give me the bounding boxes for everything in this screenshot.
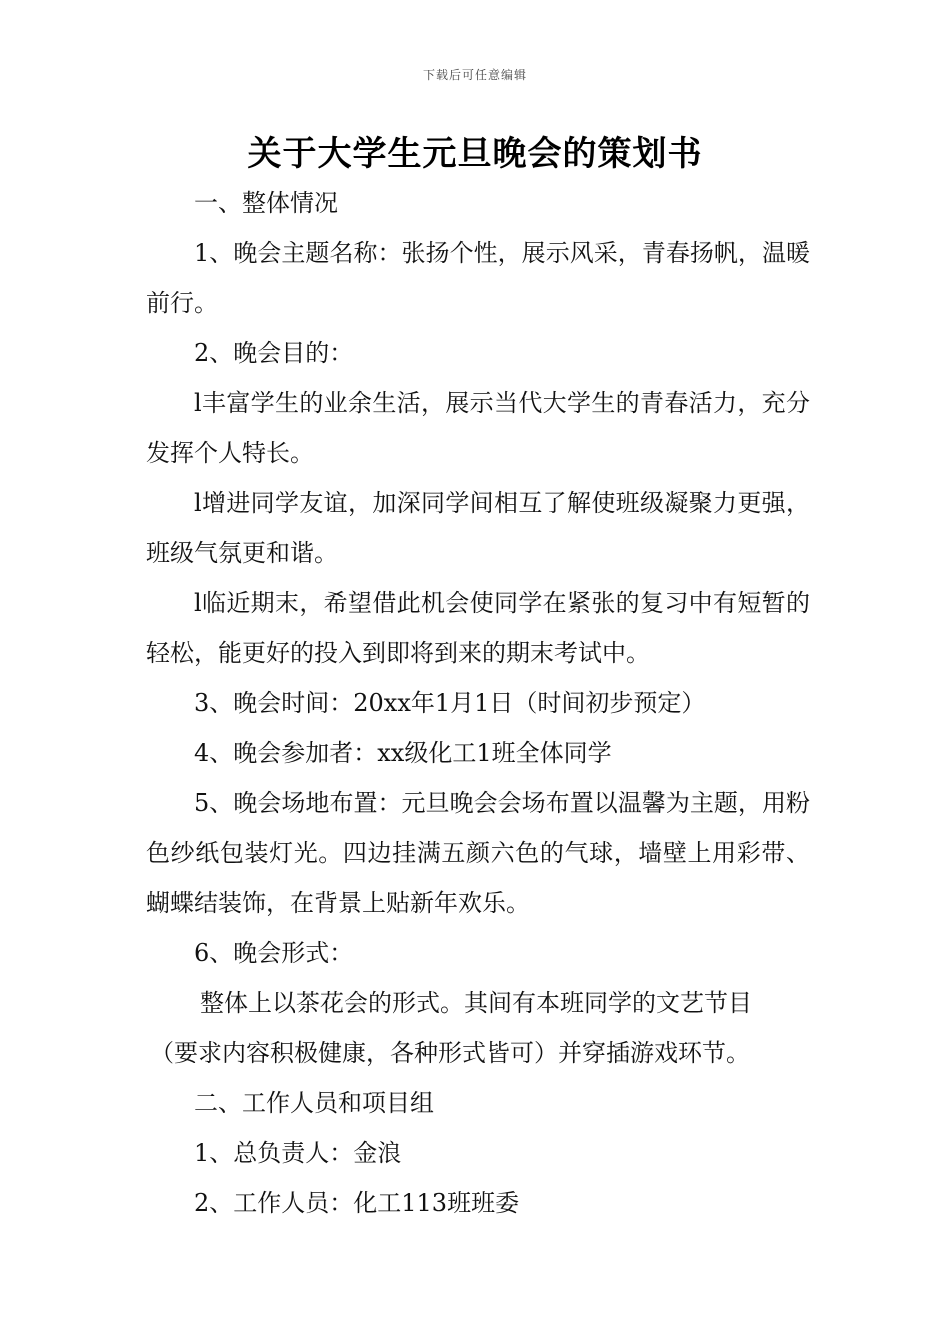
paragraph-theme: 1、晚会主题名称：张扬个性，展示风采，青春扬帆，温暖前行。: [146, 239, 810, 317]
paragraph-form-heading: 6、晚会形式：: [194, 939, 354, 967]
paragraph-time: 3、晚会时间：20xx年1月1日（时间初步预定）: [194, 689, 706, 717]
paragraph-purpose-heading: 2、晚会目的：: [194, 339, 354, 367]
paragraph-venue: 5、晚会场地布置：元旦晚会会场布置以温馨为主题，用粉色纱纸包装灯光。四边挂满五颜六色的气球，墙壁上用彩带、蝴蝶结装饰，在背景上贴新年欢乐。: [146, 789, 810, 917]
document-title: 关于大学生元旦晚会的策划书: [247, 134, 703, 174]
header-note: 下载后可任意编辑: [422, 68, 527, 82]
paragraph-purpose-2: l增进同学友谊，加深同学间相互了解使班级凝聚力更强，班级气氛更和谐。: [146, 489, 810, 567]
paragraph-participants: 4、晚会参加者：xx级化工1班全体同学: [194, 739, 612, 767]
paragraph-purpose-1: l丰富学生的业余生活，展示当代大学生的青春活力，充分发挥个人特长。: [146, 389, 810, 467]
paragraph-purpose-3: l临近期末，希望借此机会使同学在紧张的复习中有短暂的轻松，能更好的投入到即将到来的期末考试中。: [146, 589, 810, 667]
section-heading-staff: 二、工作人员和项目组: [194, 1089, 434, 1117]
section-heading-overview: 一、整体情况: [194, 189, 338, 217]
paragraph-form-line-1: 整体上以茶花会的形式。其间有本班同学的文艺节目: [200, 989, 752, 1017]
document-body: [146, 178, 810, 1228]
paragraph-lead: 1、总负责人：金浪: [194, 1139, 402, 1167]
paragraph-staff: 2、工作人员：化工113班班委: [194, 1189, 520, 1217]
paragraph-form-line-2: （要求内容积极健康，各种形式皆可）并穿插游戏环节。: [150, 1039, 750, 1067]
